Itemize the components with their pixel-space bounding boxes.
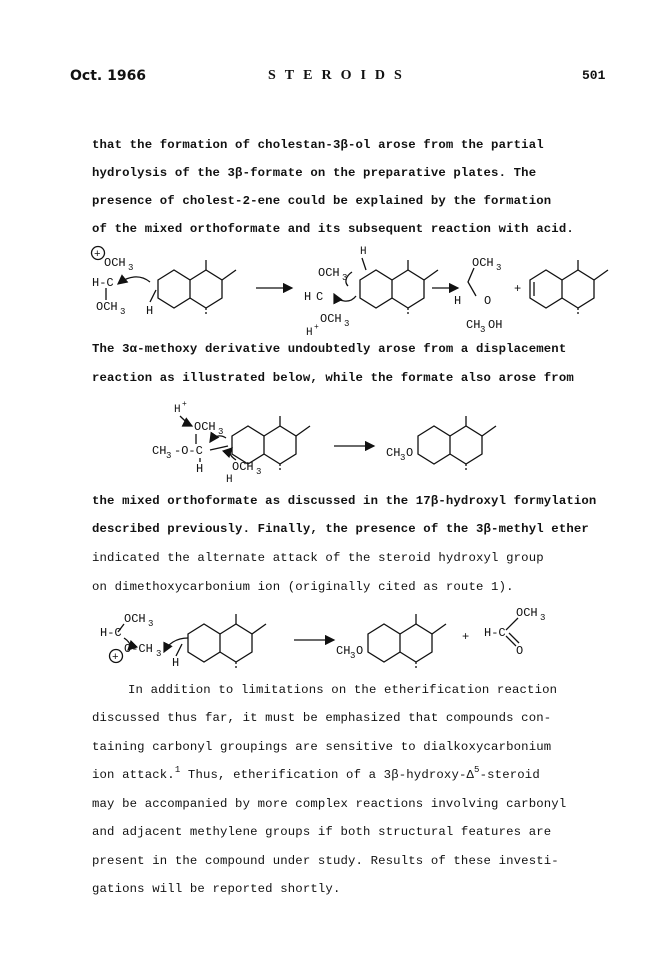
och3-label: OCH: [516, 606, 538, 620]
o-label: O: [484, 294, 492, 308]
header-date: Oct. 1966: [70, 68, 147, 84]
h-label: H: [146, 304, 154, 318]
subscript-3: 3: [156, 649, 162, 659]
text-line: taining carbonyl groupings are sensitive to dialkoxycarbonium: [92, 740, 552, 754]
reaction-scheme-1: [0, 236, 672, 339]
steroid-ring-skeleton: [530, 260, 608, 316]
page-header: [0, 68, 672, 90]
och3-label: OCH: [472, 256, 494, 270]
subscript-3: 3: [218, 427, 224, 437]
text-line: [92, 765, 540, 782]
text-line: may be accompanied by more complex reactions involving carbonyl: [92, 797, 567, 811]
double-bond-line: [509, 633, 519, 643]
text-line: the mixed orthoformate as discussed in the 17β-hydroxyl formylation: [92, 494, 597, 508]
o-label: O: [516, 644, 524, 658]
steroid-ring-skeleton: [188, 614, 266, 670]
och3-label: OCH: [320, 312, 342, 326]
steroid-ring-skeleton: [418, 416, 496, 472]
subscript-3: 3: [350, 651, 356, 661]
text-line: that the formation of cholestan-3β-ol arose from the partial: [92, 138, 544, 152]
o-ch3-label: O-CH: [124, 642, 153, 656]
text-line: described previously. Finally, the presence of the 3β-methyl ether: [92, 522, 589, 536]
subscript-3: 3: [120, 307, 126, 317]
subscript-3: 3: [344, 319, 350, 329]
subscript-3: 3: [342, 273, 348, 283]
text-line: present in the compound under study. Results of these investi-: [92, 854, 559, 868]
curved-arrow-icon: [180, 416, 192, 426]
och3-label: OCH: [104, 256, 126, 270]
reference-superscript: 1: [174, 765, 181, 775]
text-line: and adjacent methylene groups if both structural features are: [92, 825, 552, 839]
o-label: O: [356, 644, 364, 658]
subscript-3: 3: [166, 451, 172, 461]
text-line: indicated the alternate attack of the steroid hydroxyl group: [92, 551, 544, 565]
text-line: discussed thus far, it must be emphasized that compounds con-: [92, 711, 552, 725]
bond-line: [210, 446, 228, 450]
text-segment: Thus, etherification of a 3β-hydroxy-Δ: [180, 768, 475, 782]
h-c-label: H-C: [92, 276, 114, 290]
och3-label: OCH: [194, 420, 216, 434]
h-c-label: H-C: [100, 626, 122, 640]
h-label: H: [226, 474, 233, 486]
c-label: C: [316, 290, 324, 304]
curved-arrow-icon: [164, 638, 188, 652]
text-line: gations will be reported shortly.: [92, 882, 341, 896]
ch3o-label: CH: [336, 644, 351, 658]
plus-charge-label: +: [112, 652, 119, 664]
bond-line: [150, 290, 156, 302]
h-plus-label: H: [306, 327, 313, 339]
ch3o-label: CH: [386, 446, 401, 460]
ch3-label: CH: [152, 444, 167, 458]
curved-arrow-icon: [334, 294, 356, 301]
plus-sign: +: [462, 630, 470, 644]
curved-arrow-icon: [118, 277, 150, 284]
delta-superscript: 5: [474, 765, 480, 775]
text-line: presence of cholest-2-ene could be explained by the formation: [92, 194, 552, 208]
steroid-ring-skeleton: [368, 614, 446, 670]
steroid-ring-skeleton: [360, 258, 438, 316]
o-c-label: -O-C: [174, 444, 203, 458]
ch3oh-label: CH: [466, 318, 481, 332]
h-label: H: [196, 462, 204, 476]
subscript-3: 3: [128, 263, 134, 273]
text-line: of the mixed orthoformate and its subsequent reaction with acid.: [92, 222, 574, 236]
h-plus-label: H: [174, 404, 181, 416]
text-segment: ion attack.: [92, 768, 175, 782]
subscript-3: 3: [496, 263, 502, 273]
plus-charge-label: +: [94, 249, 101, 261]
subscript-3: 3: [256, 467, 262, 477]
text-line: on dimethoxycarbonium ion (originally cited as route 1).: [92, 580, 514, 594]
journal-title: STEROIDS: [268, 68, 411, 83]
plus-superscript: +: [314, 323, 319, 332]
o-label: O: [406, 446, 414, 460]
och3-label: OCH: [318, 266, 340, 280]
text-line: The 3α-methoxy derivative undoubtedly arose from a displacement: [92, 342, 567, 356]
reaction-scheme-3: [0, 600, 672, 672]
subscript-3: 3: [480, 325, 486, 335]
subscript-3: 3: [540, 613, 546, 623]
text-line: reaction as illustrated below, while the formate also arose from: [92, 371, 574, 385]
reaction-scheme-2: [0, 390, 672, 486]
page-number: 501: [582, 68, 606, 83]
h-label: H: [454, 294, 462, 308]
ch3oh-tail: OH: [488, 318, 503, 332]
och3-label: OCH: [232, 460, 254, 474]
bond-line: [468, 268, 476, 296]
h-label: H: [172, 656, 180, 670]
text-segment: -steroid: [479, 768, 540, 782]
plus-superscript: +: [182, 400, 187, 409]
steroid-ring-skeleton: [158, 260, 236, 316]
och3-label: OCH: [124, 612, 146, 626]
h-label: H: [304, 290, 312, 304]
subscript-3: 3: [148, 619, 154, 629]
plus-sign: +: [514, 282, 522, 296]
text-line: hydrolysis of the 3β-formate on the preparative plates. The: [92, 166, 537, 180]
double-bond-line: [506, 636, 516, 646]
text-line: In addition to limitations on the etherification reaction: [128, 683, 558, 697]
och3-label: OCH: [96, 300, 118, 314]
bond-line: [176, 644, 182, 656]
h-c-label: H-C: [484, 626, 506, 640]
subscript-3: 3: [400, 453, 406, 463]
h-label: H: [360, 246, 367, 258]
